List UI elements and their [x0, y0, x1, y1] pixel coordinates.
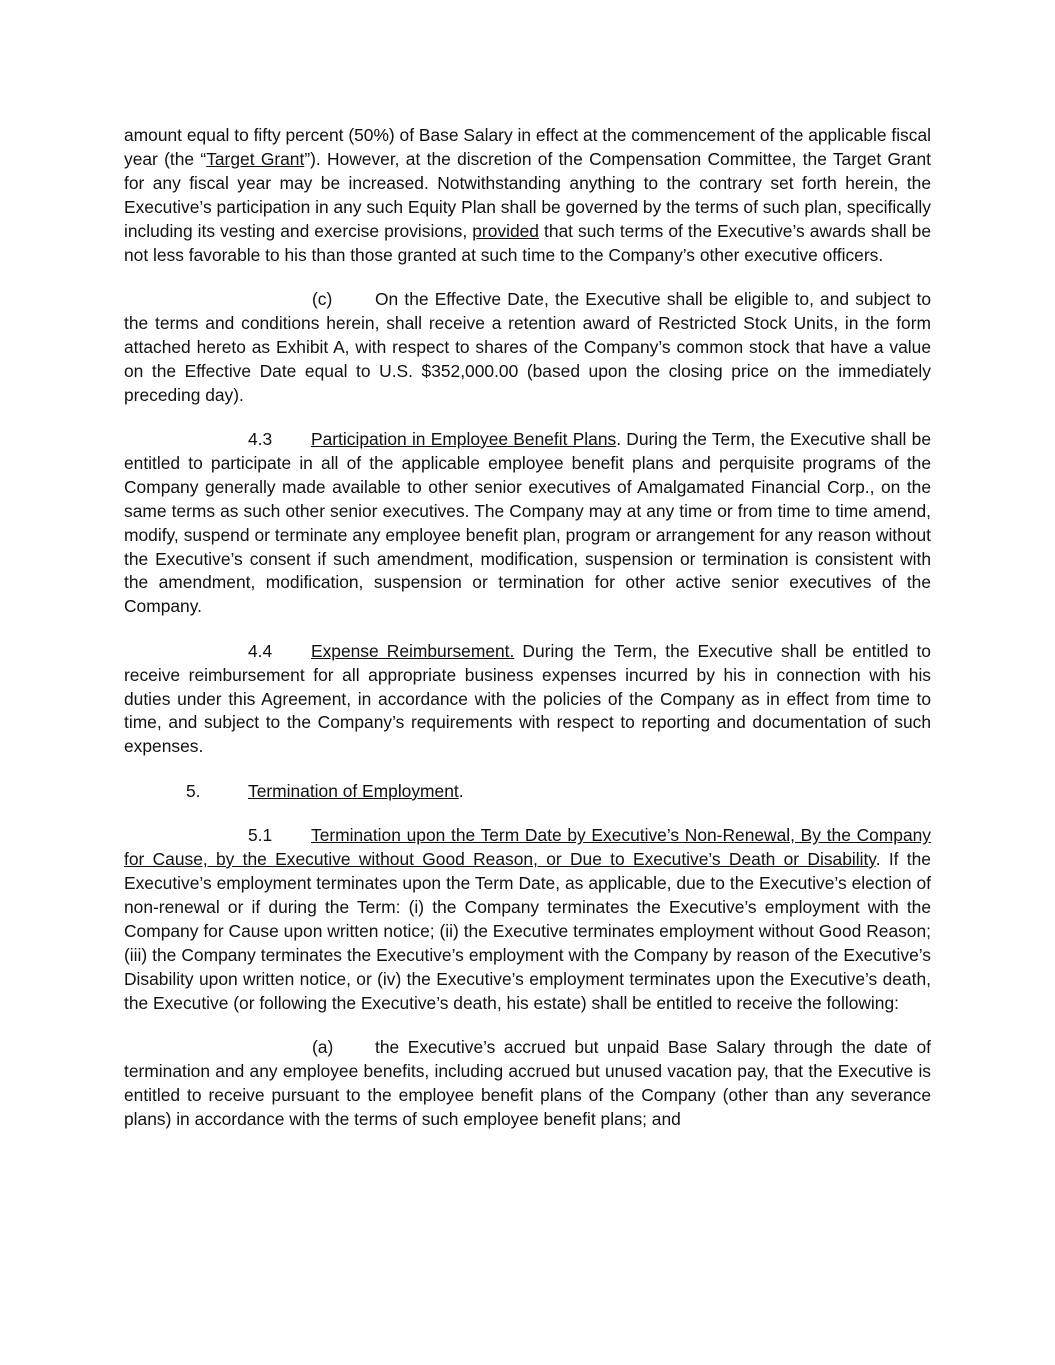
defined-term-provided: provided — [472, 220, 539, 241]
section-title-period: . — [458, 780, 464, 801]
section-number: 4.3 — [248, 428, 273, 449]
paragraph-spacer — [124, 619, 931, 640]
section-4-3 — [124, 428, 931, 619]
paragraph-target-grant — [124, 124, 931, 267]
section-title: Participation in Employee Benefit Plans — [311, 428, 617, 449]
section-number: 5. — [186, 780, 201, 801]
clause-number: (c) — [312, 288, 333, 309]
paragraph-text: On the Effective Date, the Executive shall be eligible to, and subject to the terms and conditions herein, shall receive a retention award of Restricted Stock Units, in the form attached hereto as Exhibit A, with respect to shares of the Company’s common stock that have a value on the Effective Date equal to U.S. $352,000.00 (based upon the closing price on the immediately preceding day). — [124, 288, 931, 405]
defined-term-target-grant: Target Grant — [206, 148, 305, 169]
paragraph-text: ”). However, at the discretion of the Compensation Committee, the Target Grant for any fiscal year may be increased. Notwithstanding anything to the contrary set forth herein, the Executive’s participation in any such Equity Plan shall be governed by the terms of such plan, specifically including its vesting and exercise provisions, — [124, 148, 931, 241]
paragraph-spacer — [124, 1015, 931, 1036]
section-number: 5.1 — [248, 825, 273, 846]
paragraph-spacer — [124, 267, 931, 288]
section-title: Termination of Employment — [248, 780, 459, 801]
section-title: Termination upon the Term Date by Executive’s Non-Renewal, By the Company for Cause, by the Executive without Good Reason, or Due to Executive’s Death or Disability — [124, 825, 931, 870]
paragraph-text: the Executive’s accrued but unpaid Base Salary through the date of termination and any employee benefits, including accrued but unused vacation pay, that the Executive is entitled to receive pursuant to the employee benefit plans of the Company (other than any severance plans) in accordance with the terms of such employee benefit plans; and — [124, 1036, 931, 1129]
clause-number: (a) — [312, 1036, 334, 1057]
paragraph-spacer — [124, 804, 931, 825]
paragraph-text: During the Term, the Executive shall be entitled to receive reimbursement for all appropriate business expenses incurred by his in connection with his duties under this Agreement, in accordance with the policies of the Company as in effect from time to time, and subject to the Company’s requirements with respect to reporting and documentation of such expenses. — [124, 640, 931, 757]
paragraph-spacer — [124, 407, 931, 428]
section-title: Expense Reimbursement. — [311, 640, 515, 661]
section-4-4 — [124, 640, 931, 760]
clause-a-accrued-salary — [124, 1036, 931, 1132]
section-5-1 — [124, 824, 931, 1015]
paragraph-text: amount equal to fifty percent (50%) of Base Salary in effect at the commencement of the applicable fiscal year (the “ — [124, 125, 931, 169]
document-page — [124, 124, 931, 1132]
paragraph-text: . If the Executive’s employment terminates upon the Term Date, as applicable, due to the Executive’s election of non-renewal or if during the Term: (i) the Company terminates the Executive’s employment with the Company for Cause upon written notice; (ii) the Executive terminates employment without Good Reason; (iii) the Company terminates the Executive’s employment with the Company by reason of the Executive’s Disability upon written notice, or (iv) the Executive’s employment terminates upon the Executive’s death, the Executive (or following the Executive’s death, his estate) shall be entitled to receive the following: — [124, 849, 931, 1013]
paragraph-retention-award — [124, 288, 931, 408]
section-number: 4.4 — [248, 640, 273, 661]
paragraph-text: . During the Term, the Executive shall be entitled to participate in all of the applicable employee benefit plans and perquisite programs of the Company generally made available to other senior executives of Amalgamated Financial Corp., on the same terms as such other senior executives. The Company may at any time or from time to time amend, modify, suspend or terminate any employee benefit plan, program or arrangement for any reason without the Executive’s consent if such amendment, modification, suspension or termination is consistent with the amendment, modification, suspension or termination for other active senior executives of the Company. — [124, 428, 931, 617]
paragraph-spacer — [124, 759, 931, 780]
paragraph-text: that such terms of the Executive’s awards shall be not less favorable to his than those granted at such time to the Company’s other executive officers. — [124, 220, 931, 265]
section-5-heading — [124, 780, 931, 804]
